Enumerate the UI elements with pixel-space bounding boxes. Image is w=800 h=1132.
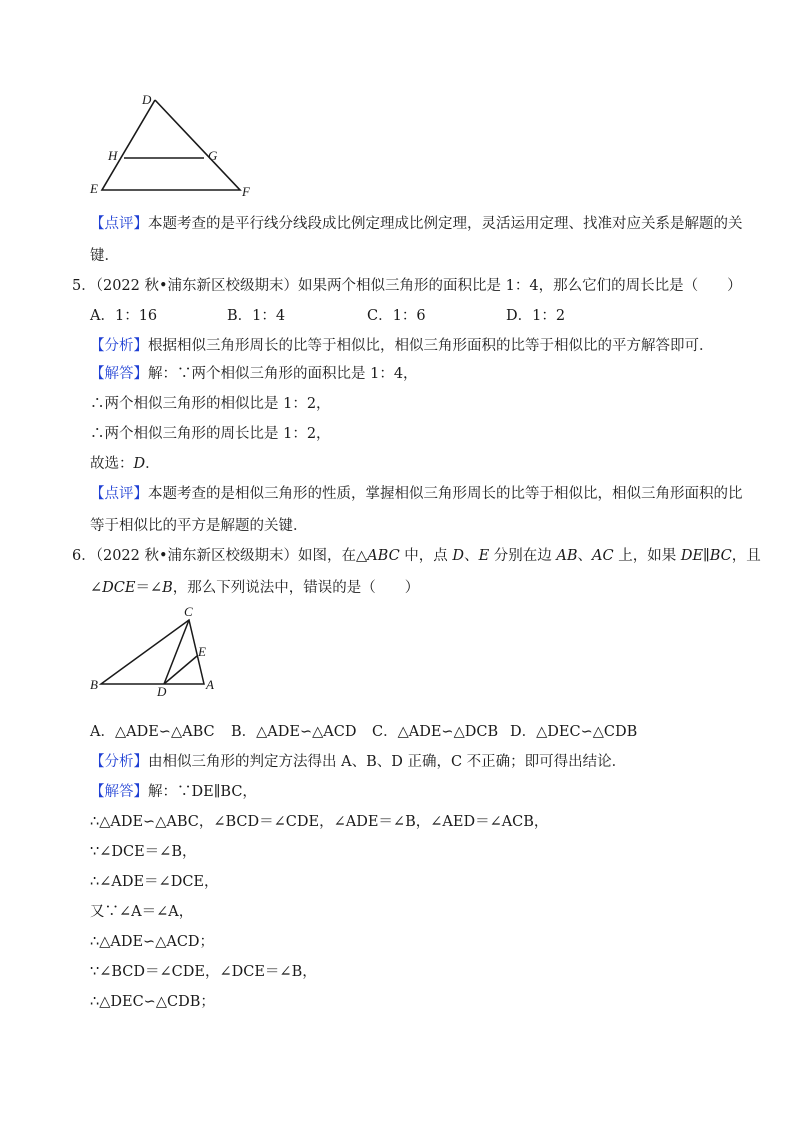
q5-choice-prefix: 故选： <box>90 456 134 472</box>
q6-analysis <box>90 752 626 772</box>
label-c: C <box>184 604 193 619</box>
q5-stem <box>72 276 742 296</box>
q5-analysis <box>90 336 714 356</box>
q6-stem-part: （2022 秋•浦东新区校级期末）如图，在△ <box>95 548 368 564</box>
q5-comment-tag: 【点评】 <box>90 486 148 502</box>
q6-stem-part: 上，如果 <box>613 548 681 564</box>
q6-stem-part: ，且 <box>731 548 761 564</box>
q6-stem-part: 中，点 <box>399 548 453 564</box>
q6-answer-text: 解：∵DE∥BC， <box>148 784 257 800</box>
q5-option-b: B．1：4 <box>227 308 286 324</box>
label-f: F <box>242 184 250 199</box>
q6-stem-part: 、 <box>577 548 593 564</box>
q6-answer-line-1 <box>90 782 257 802</box>
comment-text: 本题考查的是平行线分线段成比例定理成比例定理，灵活运用定理、找准对应关系是解题的关 <box>148 216 743 232</box>
q6-analysis-text: 由相似三角形的判定方法得出 A、B、D 正确，C 不正确；即可得出结论． <box>148 754 627 770</box>
label-d: D <box>142 92 152 107</box>
label-e: E <box>198 644 206 659</box>
q5-option-a: A．1：16 <box>90 308 158 324</box>
q6-answer-line-3: ∵∠DCE＝∠B， <box>90 844 197 860</box>
label-h: H <box>108 148 118 163</box>
q5-answer-line-1 <box>90 364 418 384</box>
comment-1-line-1 <box>90 214 743 234</box>
q6-stem-part: 分别在边 <box>489 548 557 564</box>
q5-option-d: D．1：2 <box>506 308 566 324</box>
q5-number: 5． <box>72 278 96 294</box>
q6-stem-part: D <box>452 548 465 564</box>
q6-stem-part: AB <box>556 548 578 564</box>
q6-stem-part: ，那么下列说法中，错误的是（ ） <box>172 580 420 596</box>
q6-analysis-tag: 【分析】 <box>90 754 148 770</box>
q6-answer-tag: 【解答】 <box>90 784 148 800</box>
q6-stem-part: E <box>478 548 490 564</box>
q5-answer-line-3: ∴两个相似三角形的周长比是 1：2， <box>90 426 331 442</box>
q6-stem-part: ＝∠ <box>135 580 163 596</box>
q6-option-c: C．△ADE∽△DCB <box>372 724 499 740</box>
label-d: D <box>157 684 167 699</box>
q6-stem-part: AC <box>592 548 614 564</box>
q6-answer-line-8: ∴△DEC∽△CDB； <box>90 994 215 1010</box>
q6-stem-part: ∠ <box>90 580 103 596</box>
q6-stem-part: DE∥BC <box>680 548 732 564</box>
q5-analysis-tag: 【分析】 <box>90 338 148 354</box>
q6-option-b: B．△ADE∽△ACD <box>231 724 357 740</box>
q6-stem-part: ABC <box>367 548 400 564</box>
label-e: E <box>90 181 98 196</box>
comment-1-line-2: 键． <box>90 248 119 264</box>
label-b: B <box>90 677 98 692</box>
q6-answer-line-4: ∴∠ADE＝∠DCE， <box>90 874 219 890</box>
q5-comment-line-2: 等于相似比的平方是解题的关键． <box>90 518 308 534</box>
q6-option-a: A．△ADE∽△ABC <box>90 724 215 740</box>
q6-stem-part: B <box>162 580 173 596</box>
q5-answer-line-2: ∴两个相似三角形的相似比是 1：2， <box>90 396 331 412</box>
label-a: A <box>206 677 214 692</box>
q6-answer-line-6: ∴△ADE∽△ACD； <box>90 934 215 950</box>
q6-stem-part: 、 <box>464 548 479 564</box>
q5-comment-text: 本题考查的是相似三角形的性质，掌握相似三角形周长的比等于相似比，相似三角形面积的比 <box>148 486 743 502</box>
q6-option-d: D．△DEC∽△CDB <box>510 724 638 740</box>
q5-answer-tag: 【解答】 <box>90 366 148 382</box>
q6-stem-line-2 <box>90 578 419 598</box>
q5-choice-suffix: ． <box>145 456 160 472</box>
label-g: G <box>208 148 218 163</box>
q6-answer-line-7: ∵∠BCD＝∠CDE，∠DCE＝∠B， <box>90 964 317 980</box>
figure-triangle-def <box>80 90 270 200</box>
q5-choice <box>90 454 160 474</box>
q6-number: 6． <box>72 548 96 564</box>
q6-answer-line-5: 又∵∠A＝∠A， <box>90 904 194 920</box>
q5-stem-text: （2022 秋•浦东新区校级期末）如果两个相似三角形的面积比是 1：4，那么它们的周长比是（ ） <box>95 278 742 294</box>
q5-analysis-text: 根据相似三角形周长的比等于相似比，相似三角形面积的比等于相似比的平方解答即可． <box>148 338 714 354</box>
q5-answer-text: 解：∵两个相似三角形的面积比是 1：4， <box>148 366 418 382</box>
q5-comment-line-1 <box>90 484 743 504</box>
figure-triangle-abc <box>86 604 226 699</box>
q5-option-c: C．1：6 <box>367 308 426 324</box>
q6-answer-line-2: ∴△ADE∽△ABC，∠BCD＝∠CDE，∠ADE＝∠B，∠AED＝∠ACB， <box>90 814 549 830</box>
q6-stem-line-1 <box>72 546 761 566</box>
comment-tag: 【点评】 <box>90 216 148 232</box>
q5-choice-letter: D <box>133 456 146 472</box>
q6-stem-part: DCE <box>102 580 136 596</box>
